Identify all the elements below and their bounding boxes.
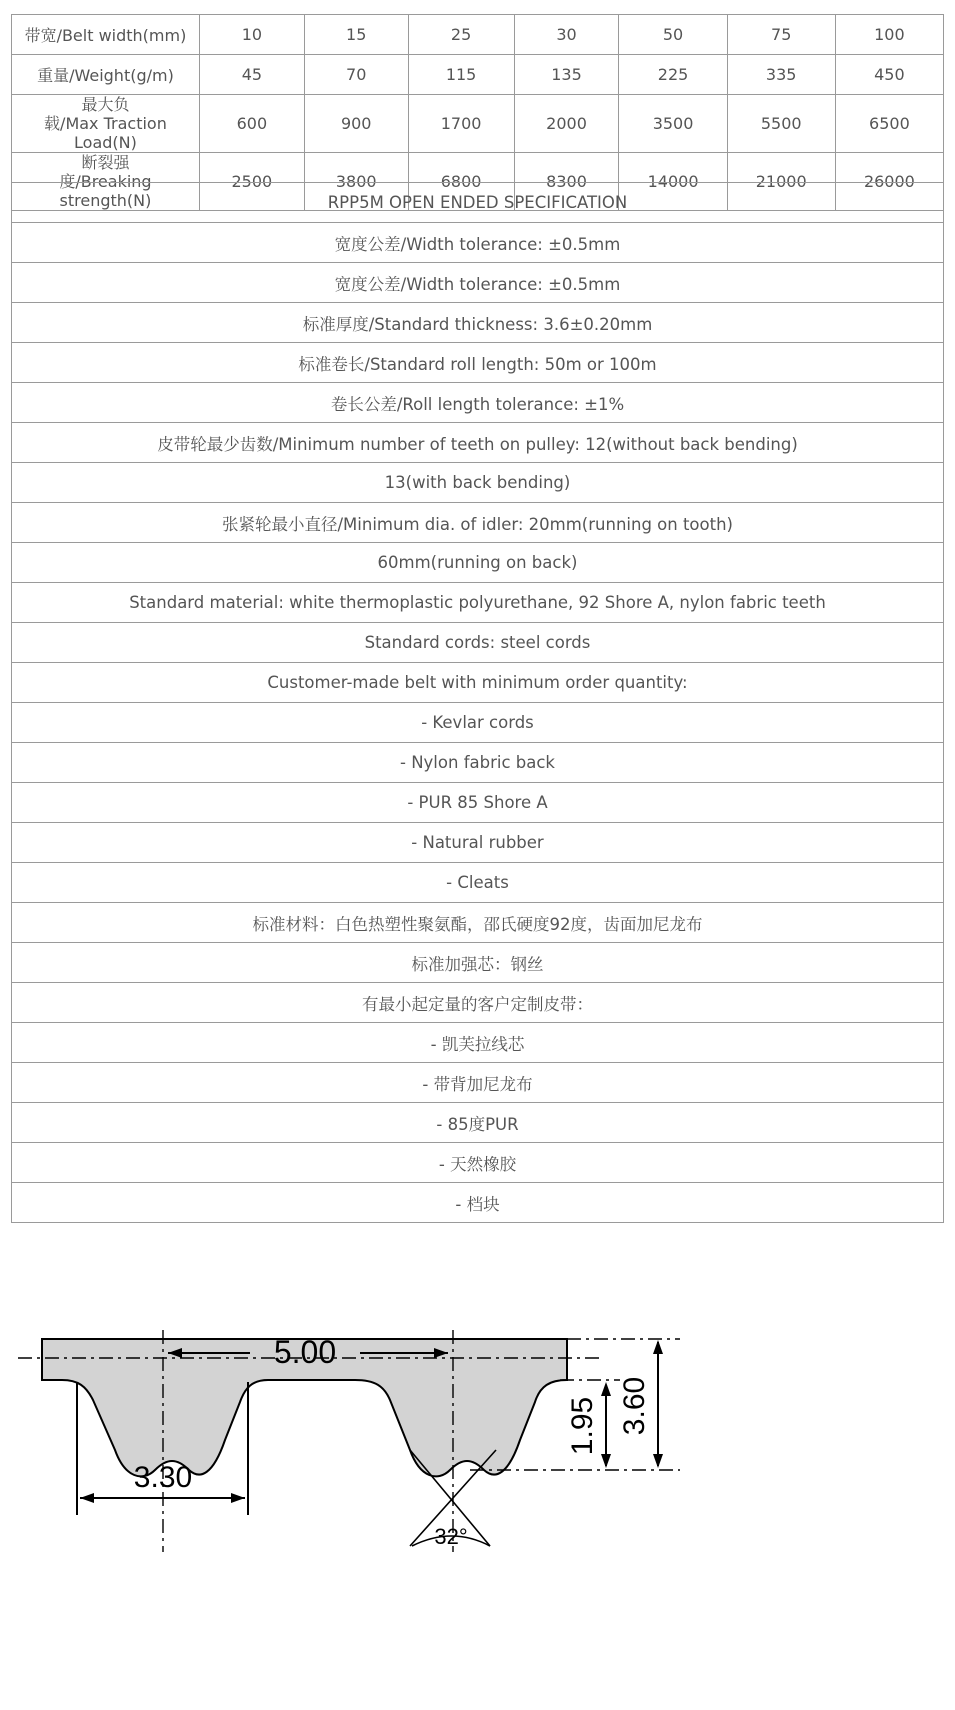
table-row [12,903,944,943]
table-row [12,503,944,543]
table-row [12,583,944,623]
table-cell: 6500 [835,95,943,153]
table-cell: 26000 [835,153,943,211]
table-cell: - 天然橡胶 [12,1143,944,1183]
table-cell: 10 [199,15,304,55]
arrowhead [80,1493,94,1503]
table-cell: - 85度PUR [12,1103,944,1143]
table-cell: 900 [304,95,408,153]
table-row [12,743,944,783]
table-cell: - Nylon fabric back [12,743,944,783]
table-cell: - Cleats [12,863,944,903]
table-cell: - 凯芙拉线芯 [12,1023,944,1063]
row-label-line: 度/Breaking strength(N) [59,172,152,210]
total-height-label: 3.60 [618,1376,651,1436]
open-ended-spec-table [11,182,944,1223]
row-label-line: 最大负 [81,95,130,114]
table-row [12,703,944,743]
table-cell: 100 [835,15,943,55]
row-label [12,95,200,153]
table-cell: Customer-made belt with minimum order quantity: [12,663,944,703]
table-row [12,1143,944,1183]
table-cell: - Kevlar cords [12,703,944,743]
table-cell: 8300 [514,153,619,211]
arrowhead [601,1454,611,1468]
table-cell: 6800 [408,153,514,211]
table-cell: 75 [727,15,835,55]
table-row [12,623,944,663]
table-cell: 张紧轮最小直径/Minimum dia. of idler: 20mm(running on tooth) [12,503,944,543]
table-cell: 600 [199,95,304,153]
tooth-height-label: 1.95 [566,1396,599,1456]
table-cell: Standard material: white thermoplastic polyurethane, 92 Shore A, nylon fabric teeth [12,583,944,623]
table-row [12,463,944,503]
table-row [12,303,944,343]
table-row [12,543,944,583]
table-cell: 60mm(running on back) [12,543,944,583]
table-cell: 335 [727,55,835,95]
table-row [12,823,944,863]
table-cell: 15 [304,15,408,55]
table-row [12,663,944,703]
table-row [12,943,944,983]
table-cell: - Natural rubber [12,823,944,863]
table-cell: 宽度公差/Width tolerance: ±0.5mm [12,223,944,263]
table-cell: 标准材料：白色热塑性聚氨酯，邵氏硬度92度，齿面加尼龙布 [12,903,944,943]
arrowhead [653,1454,663,1468]
arrowhead [653,1340,663,1354]
table-cell: - 档块 [12,1183,944,1223]
table-row [12,223,944,263]
table-cell: 225 [619,55,727,95]
table-row-weight [12,55,944,95]
row-label: 重量/Weight(g/m) [12,55,200,95]
table-cell: 皮带轮最少齿数/Minimum number of teeth on pulley: 12(without back bending) [12,423,944,463]
table-row [12,343,944,383]
table-row [12,783,944,823]
table-cell: 标准加强芯：钢丝 [12,943,944,983]
table-cell: 5500 [727,95,835,153]
table-cell: 宽度公差/Width tolerance: ±0.5mm [12,263,944,303]
angle-label: 32° [434,1524,468,1549]
table-row [12,1063,944,1103]
table-row [12,423,944,463]
table-cell: 13(with back bending) [12,463,944,503]
table-cell: 25 [408,15,514,55]
table-row [12,983,944,1023]
arrowhead [601,1382,611,1396]
table-row [12,1183,944,1223]
table-row [12,863,944,903]
row-label-line: 断裂强 [81,153,130,172]
table-cell: 50 [619,15,727,55]
table-cell: 2500 [199,153,304,211]
table-cell: 标准厚度/Standard thickness: 3.6±0.20mm [12,303,944,343]
row-label: 带宽/Belt width(mm) [12,15,200,55]
table-row [12,1103,944,1143]
table-row-belt-width [12,15,944,55]
table-cell: 115 [408,55,514,95]
table-cell: 有最小起定量的客户定制皮带： [12,983,944,1023]
table-cell: 卷长公差/Roll length tolerance: ±1% [12,383,944,423]
table-row [12,183,944,223]
table-cell: Standard cords: steel cords [12,623,944,663]
table-cell: 70 [304,55,408,95]
table-cell: 21000 [727,153,835,211]
belt-profile-diagram [0,1330,700,1700]
pitch-dimension-label: 5.00 [273,1334,337,1370]
table-cell: 3800 [304,153,408,211]
table-row [12,383,944,423]
tooth-width-label: 3.30 [133,1461,193,1494]
row-label-line: 载/Max Traction Load(N) [44,114,167,152]
table-row [12,263,944,303]
table-title-cell: RPP5M OPEN ENDED SPECIFICATION [12,183,944,223]
table-cell: 1700 [408,95,514,153]
table-cell: 14000 [619,153,727,211]
arrowhead [231,1493,245,1503]
table-cell: 3500 [619,95,727,153]
table-cell: - PUR 85 Shore A [12,783,944,823]
table-cell: 30 [514,15,619,55]
table-row-max-traction-load [12,95,944,153]
table-cell: 2000 [514,95,619,153]
table-cell: 450 [835,55,943,95]
table-cell: 标准卷长/Standard roll length: 50m or 100m [12,343,944,383]
table-row [12,1023,944,1063]
table-cell: 45 [199,55,304,95]
table-cell: - 带背加尼龙布 [12,1063,944,1103]
table-cell: 135 [514,55,619,95]
